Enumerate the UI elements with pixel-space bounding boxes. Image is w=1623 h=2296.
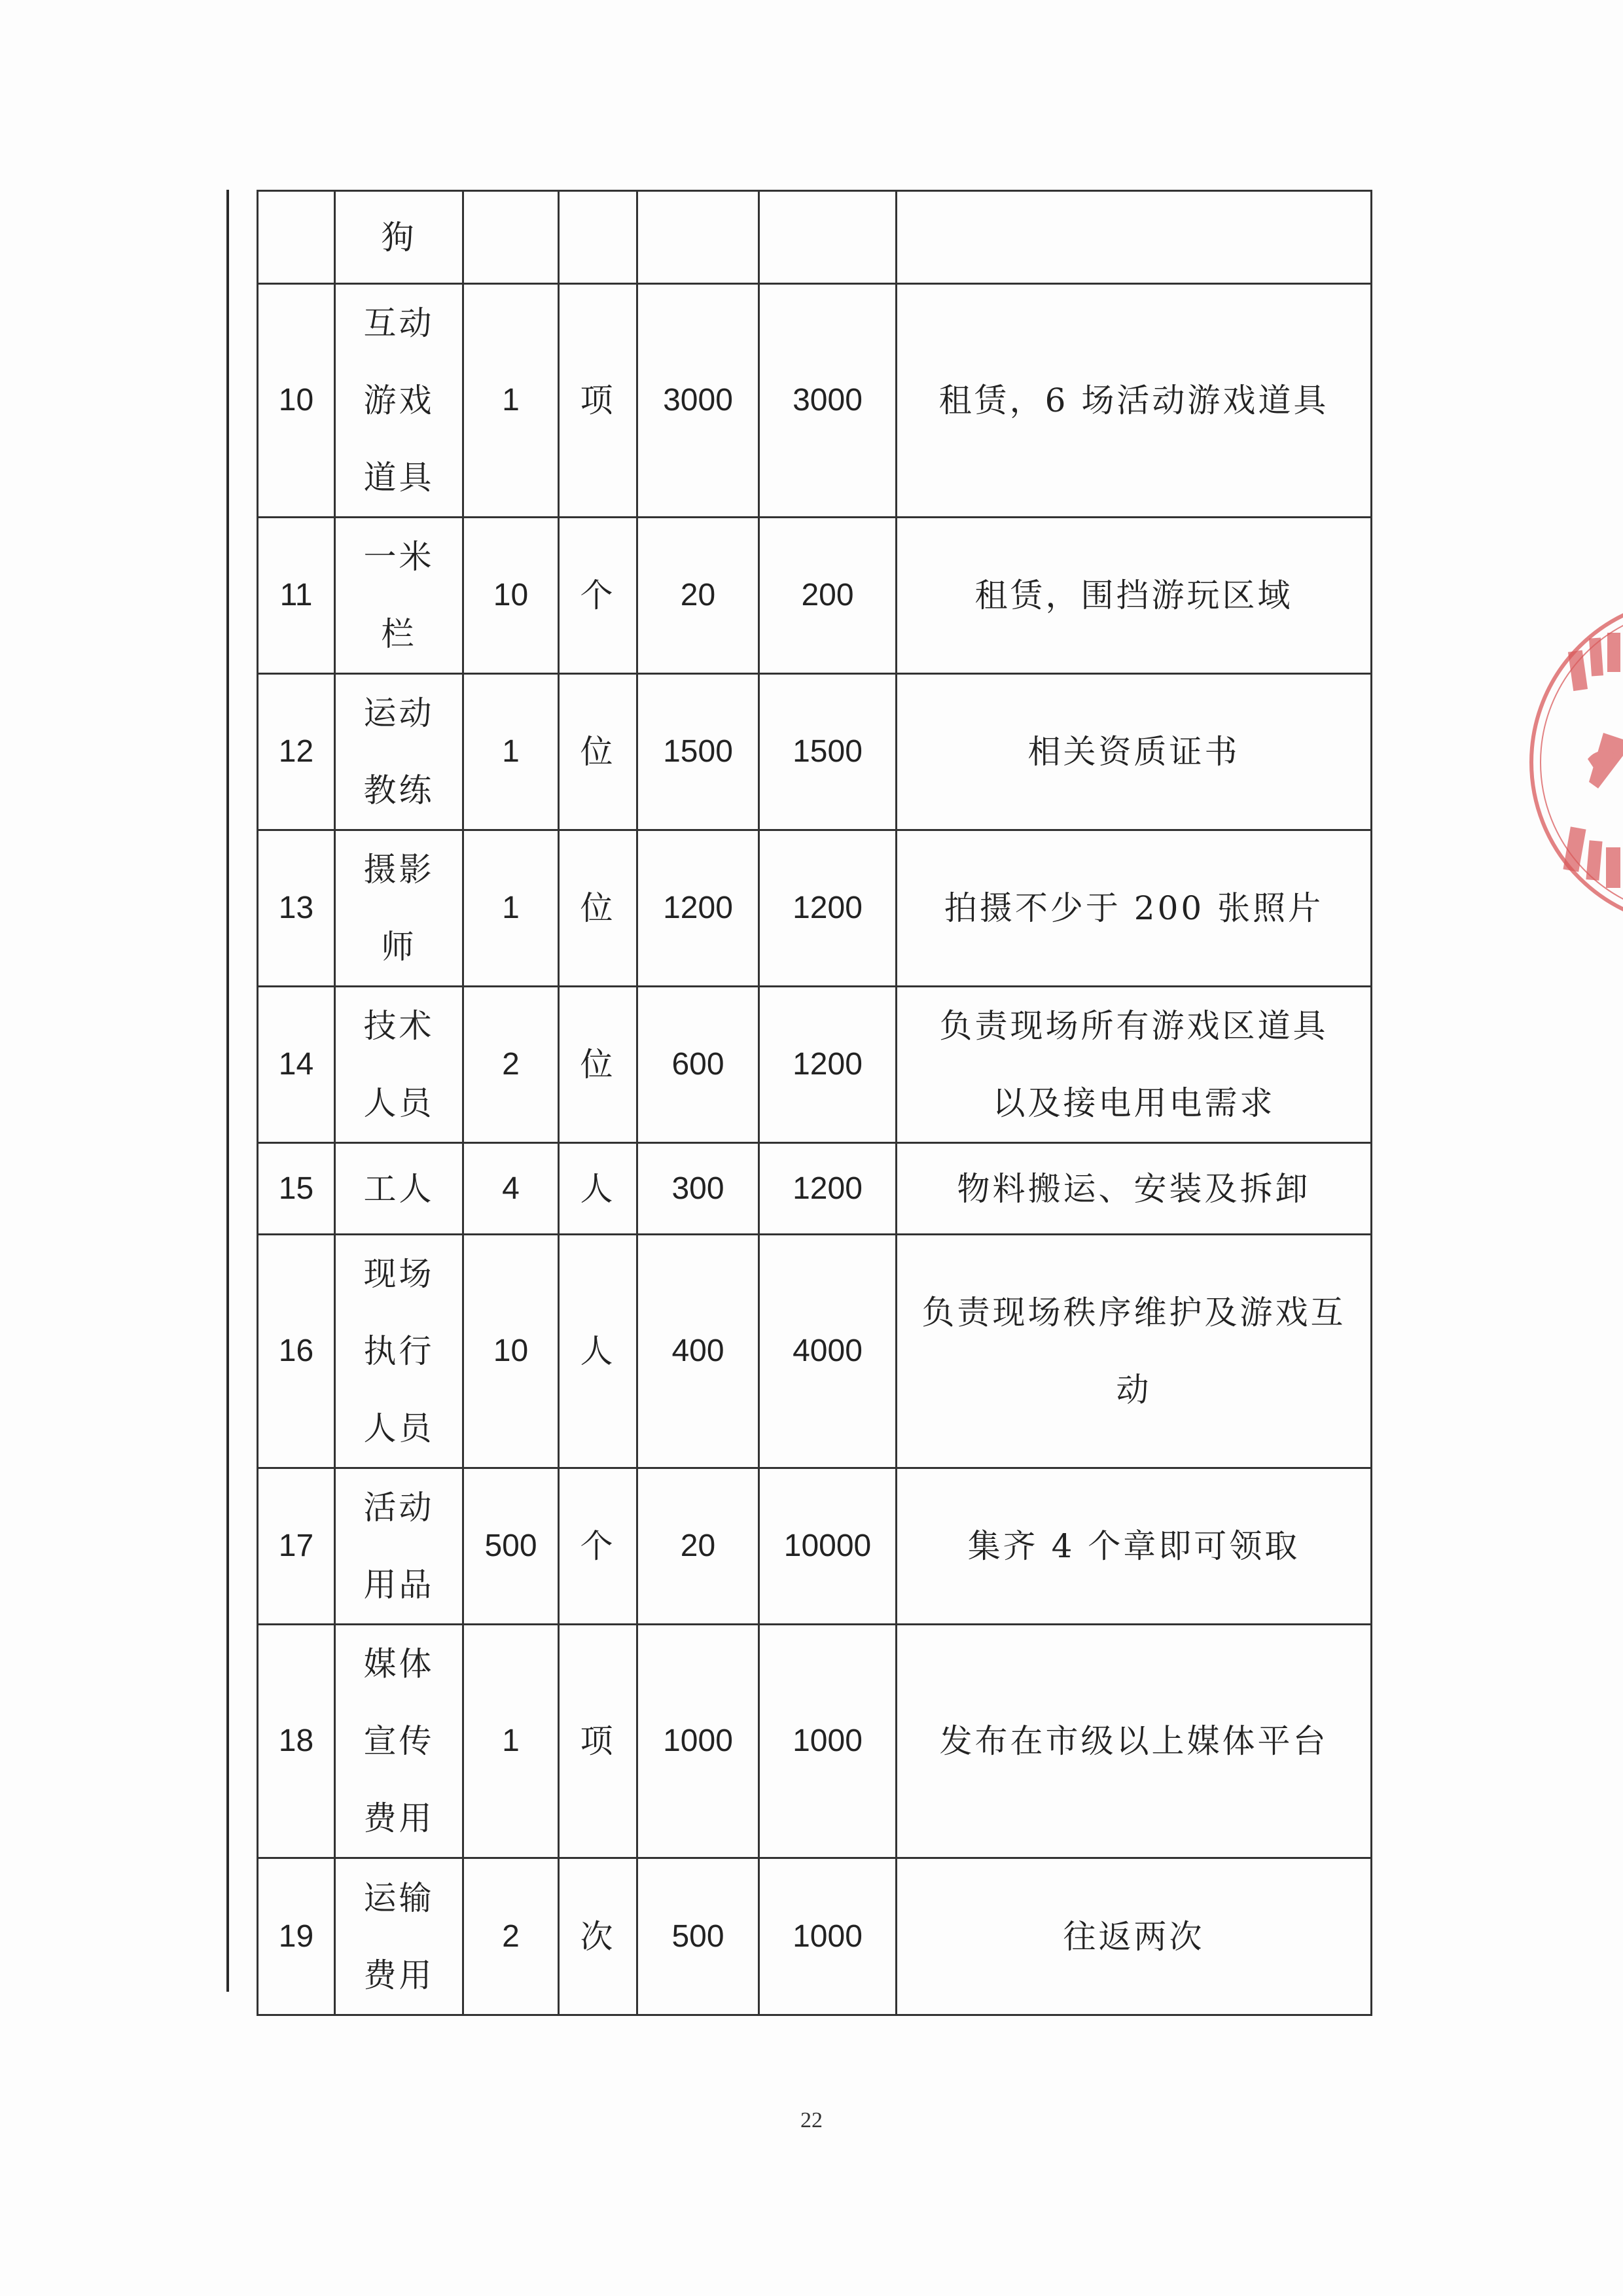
cell-quantity: 500 xyxy=(463,1468,559,1625)
cell-no: 18 xyxy=(258,1625,335,1858)
cell-total: 1000 xyxy=(759,1625,897,1858)
cell-quantity xyxy=(463,191,559,284)
cell-total: 1200 xyxy=(759,830,897,987)
cell-unit xyxy=(559,191,637,284)
cell-total: 200 xyxy=(759,518,897,674)
cell-item-name: 摄影 师 xyxy=(335,830,463,987)
cell-no: 19 xyxy=(258,1858,335,2015)
cell-quantity: 2 xyxy=(463,1858,559,2015)
cell-unit: 个 xyxy=(559,518,637,674)
cell-no: 17 xyxy=(258,1468,335,1625)
cell-note: 租赁，6 场活动游戏道具 xyxy=(897,284,1372,518)
cell-unit-price: 500 xyxy=(637,1858,759,2015)
cell-note: 发布在市级以上媒体平台 xyxy=(897,1625,1372,1858)
red-seal-stamp xyxy=(1525,592,1623,932)
cell-total: 3000 xyxy=(759,284,897,518)
cell-unit-price: 20 xyxy=(637,1468,759,1625)
cell-unit: 位 xyxy=(559,830,637,987)
cell-no: 12 xyxy=(258,674,335,830)
cell-quantity: 10 xyxy=(463,1235,559,1468)
cell-note: 负责现场所有游戏区道具 以及接电用电需求 xyxy=(897,987,1372,1143)
cell-unit-price: 1200 xyxy=(637,830,759,987)
cell-quantity: 1 xyxy=(463,674,559,830)
cell-note: 集齐 4 个章即可领取 xyxy=(897,1468,1372,1625)
cell-note: 往返两次 xyxy=(897,1858,1372,2015)
cell-item-name: 媒体 宣传 费用 xyxy=(335,1625,463,1858)
cell-unit: 次 xyxy=(559,1858,637,2015)
cell-total: 1200 xyxy=(759,987,897,1143)
cell-item-name: 活动 用品 xyxy=(335,1468,463,1625)
cell-no xyxy=(258,191,335,284)
cell-item-name: 一米 栏 xyxy=(335,518,463,674)
cell-quantity: 1 xyxy=(463,284,559,518)
cell-no: 14 xyxy=(258,987,335,1143)
table-row xyxy=(258,191,1372,284)
table-row xyxy=(258,284,1372,518)
table-row xyxy=(258,1143,1372,1235)
cell-total: 1200 xyxy=(759,1143,897,1235)
cell-total: 4000 xyxy=(759,1235,897,1468)
cell-item-name: 工人 xyxy=(335,1143,463,1235)
cell-item-name: 现场 执行 人员 xyxy=(335,1235,463,1468)
cell-unit-price: 20 xyxy=(637,518,759,674)
cell-note: 物料搬运、安装及拆卸 xyxy=(897,1143,1372,1235)
cell-unit-price: 600 xyxy=(637,987,759,1143)
cell-total xyxy=(759,191,897,284)
cell-item-name: 狗 xyxy=(335,191,463,284)
cell-unit-price: 300 xyxy=(637,1143,759,1235)
cell-total: 1500 xyxy=(759,674,897,830)
cell-unit: 个 xyxy=(559,1468,637,1625)
cell-no: 15 xyxy=(258,1143,335,1235)
cell-no: 16 xyxy=(258,1235,335,1468)
cell-note xyxy=(897,191,1372,284)
table-row xyxy=(258,1468,1372,1625)
cell-unit-price xyxy=(637,191,759,284)
cell-unit-price: 3000 xyxy=(637,284,759,518)
table-left-rule xyxy=(226,190,229,1992)
table-row xyxy=(258,518,1372,674)
cell-unit: 人 xyxy=(559,1235,637,1468)
cell-unit-price: 1000 xyxy=(637,1625,759,1858)
table-row xyxy=(258,830,1372,987)
cell-quantity: 1 xyxy=(463,830,559,987)
cell-item-name: 运输 费用 xyxy=(335,1858,463,2015)
table-row xyxy=(258,1235,1372,1468)
cell-note: 拍摄不少于 200 张照片 xyxy=(897,830,1372,987)
cell-note: 租赁，围挡游玩区域 xyxy=(897,518,1372,674)
cell-total: 10000 xyxy=(759,1468,897,1625)
page-number: 22 xyxy=(800,2108,823,2132)
cell-item-name: 运动 教练 xyxy=(335,674,463,830)
cell-unit: 位 xyxy=(559,987,637,1143)
cell-unit-price: 1500 xyxy=(637,674,759,830)
cell-unit: 项 xyxy=(559,284,637,518)
cell-item-name: 技术 人员 xyxy=(335,987,463,1143)
cell-no: 10 xyxy=(258,284,335,518)
table-row xyxy=(258,1625,1372,1858)
cell-unit: 项 xyxy=(559,1625,637,1858)
cell-quantity: 10 xyxy=(463,518,559,674)
cell-total: 1000 xyxy=(759,1858,897,2015)
table-row xyxy=(258,987,1372,1143)
cell-unit: 人 xyxy=(559,1143,637,1235)
cell-no: 11 xyxy=(258,518,335,674)
cell-quantity: 4 xyxy=(463,1143,559,1235)
cell-quantity: 2 xyxy=(463,987,559,1143)
cell-quantity: 1 xyxy=(463,1625,559,1858)
cell-note: 相关资质证书 xyxy=(897,674,1372,830)
table-row xyxy=(258,1858,1372,2015)
cell-no: 13 xyxy=(258,830,335,987)
budget-table xyxy=(257,190,1372,2016)
cell-unit-price: 400 xyxy=(637,1235,759,1468)
cell-unit: 位 xyxy=(559,674,637,830)
table-row xyxy=(258,674,1372,830)
cell-item-name: 互动 游戏 道具 xyxy=(335,284,463,518)
cell-note: 负责现场秩序维护及游戏互 动 xyxy=(897,1235,1372,1468)
